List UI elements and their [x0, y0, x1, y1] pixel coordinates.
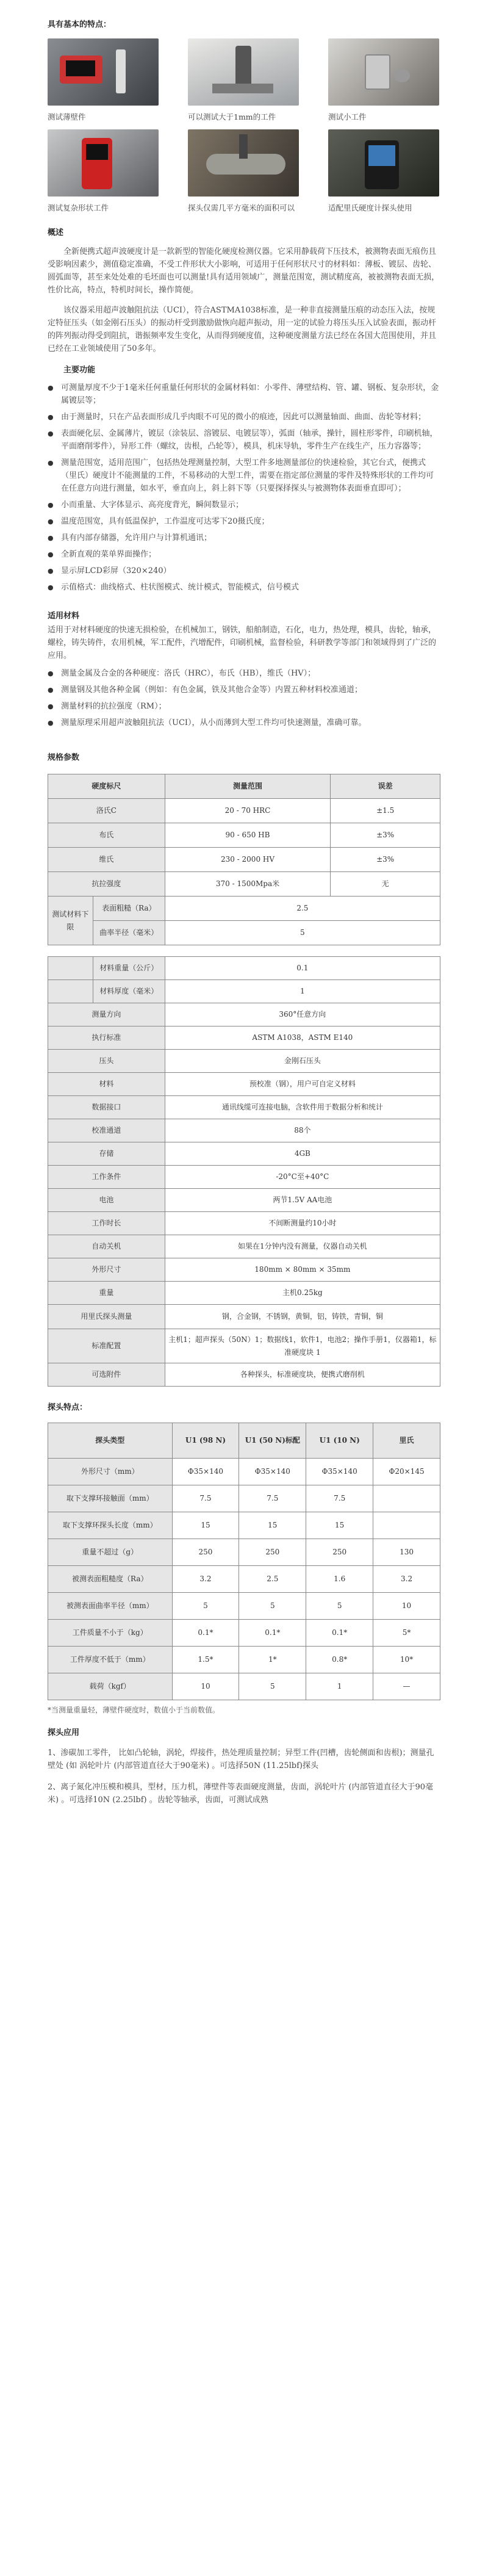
table-cell: Φ35×140: [239, 1459, 306, 1485]
table-row: [48, 1459, 440, 1485]
table-cell: 7.5: [239, 1485, 306, 1512]
durometer-display-icon: [48, 38, 159, 106]
gallery-caption: 适配里氏硬度计探头使用: [328, 203, 412, 212]
device-on-surface-icon: [328, 129, 439, 197]
table-cell: 洛氏C: [48, 799, 165, 823]
table-cell: 工件厚度不低于（mm）: [48, 1647, 173, 1673]
table-cell: 90 - 650 HB: [165, 823, 331, 848]
materials-intro: 适用于对材料硬度的快速无损检验，在机械加工，钢铁，船舶制造，石化，电力，热处理，模具，齿轮，轴承，螺栓，铸失铸件，农用机械，军工配件，汽增配件，印刷机械，监督检验，科研教学等部门和领域得到了广泛的应用。: [48, 626, 437, 660]
table-cell: 被测表面粗糙度（Ra）: [48, 1566, 173, 1593]
handheld-device-icon: [48, 129, 159, 197]
table-row: [48, 872, 440, 897]
table-cell: 130: [373, 1539, 440, 1566]
table-cell: 探头类型: [48, 1423, 173, 1459]
table-cell: 0.8*: [306, 1647, 373, 1673]
materials-title: 适用材料: [48, 612, 80, 621]
table-cell: 自动关机: [48, 1235, 165, 1258]
probe-note: *当测量重量轻，薄壁件硬度时，数值小于当前数值。: [48, 1706, 220, 1714]
table-cell: 5*: [373, 1620, 440, 1647]
table-cell: 主机1；超声探头（50N）1；数据线1，软件1，电池2；操作手册1，仪器箱1，标准硬度块 1: [165, 1329, 440, 1363]
table-cell: 2.5: [165, 897, 440, 921]
table-cell: 可选附件: [48, 1363, 165, 1387]
table-cell: 10*: [373, 1647, 440, 1673]
list-item: 2、离子氮化冲压模和模具，型材，压力机，薄壁件等表面硬度测量，齿面，涡轮叶片 (内部管道直径大于90毫米) 。可选择10N (2.25lbf) 。齿轮等轴承，齿面，可测试成熟: [48, 1783, 434, 1805]
table-cell: 无: [331, 872, 440, 897]
table-cell: 1.6: [306, 1566, 373, 1593]
table-cell: 0.1*: [239, 1620, 306, 1647]
gallery-item: [328, 38, 439, 123]
gallery-item: [188, 129, 299, 214]
table-cell: 预校准（钢），用户可自定义材料: [165, 1073, 440, 1096]
gallery-item: [48, 129, 159, 214]
spec-table: [48, 774, 440, 945]
table-cell: 数据接口: [48, 1096, 165, 1119]
table-cell: 0.1: [165, 957, 440, 980]
list-item: ● 测量金属及合金的各种硬度：洛氏（HRC），布氏（HB），维氏（HV）；: [48, 667, 440, 680]
table-cell: 如果在1分钟内没有测量，仪器自动关机: [165, 1235, 440, 1258]
table-cell: -20°C至+40°C: [165, 1166, 440, 1189]
table-cell: 370 - 1500Mpa米: [165, 872, 331, 897]
table-header-row: [48, 774, 440, 799]
gallery-caption: 测试复杂形状工件: [48, 203, 109, 212]
table-cell: 15: [172, 1512, 239, 1539]
probe-title: 探头特点：: [48, 1403, 88, 1412]
gallery-item: [48, 38, 159, 123]
table-cell: [373, 1485, 440, 1512]
table-cell: 材料厚度（毫米）: [93, 980, 165, 1003]
probe-on-shaft-icon: [188, 129, 299, 197]
gallery-caption: 探头仅需几平方毫米的面积可以: [188, 203, 295, 212]
list-item: ● 小而重量、大字体显示、高亮度背光，瞬间数显示；: [48, 499, 440, 511]
probe-tool-icon: [188, 38, 299, 106]
table-cell: ±3%: [331, 823, 440, 848]
table-cell: 用里氏探头测量: [48, 1305, 165, 1329]
document: [48, 0, 440, 1806]
table-cell: U1 (10 N): [306, 1423, 373, 1459]
list-item: ● 测量范围宽，适用范围广，包括热处理测量控制，大型工件多地测量部位的快速检验，其它台式，便携式（里氏）硬度计不能测量的工件，不易移动的大型工件，需要在指定部位测量的零件及特殊形状的工件均可在任意方向进行测量，如水平，垂直向上，斜上斜下等（只要探择探头与被测物体表面垂直即可）；: [48, 456, 440, 495]
list-item: ● 测量材料的抗拉强度（RM）；: [48, 700, 440, 713]
table-cell: [373, 1512, 440, 1539]
gallery-caption: 可以测试大于1mm的工件: [188, 112, 276, 121]
table-row: [48, 921, 440, 945]
overview-paragraph: 全新便携式超声波硬度计是一款新型的智能化硬度检测仪器。它采用静载荷下压技术，被测物表面无痕伤且受影响因素少，测值稳定准确，不受工件形状大小影响，可适用于任何形状尺寸的材料如：薄板、镀层、齿轮、圆弧面等，甚至来处处难的毛坯面也可以测量!具有适用领域广，测量范围宽，测试精度高，被被测物表面无损，性价比高，特点，特机时间长，操作简便。: [48, 247, 440, 295]
table-cell: 5: [306, 1593, 373, 1620]
list-item: ● 由于测量时，只在产品表面形成几乎肉眼不可见的微小的痕迹，因此可以测量轴面、曲面、齿轮等材料；: [48, 411, 440, 424]
table-cell: 10: [373, 1593, 440, 1620]
list-item: ● 温度范围宽，具有低温保护，工作温度可达零下20摄氏度；: [48, 515, 440, 528]
table-cell: 维氏: [48, 848, 165, 872]
table-cell: 1: [165, 980, 440, 1003]
table-cell: 通讯线缆可连接电脑，含软件用于数据分析和统计: [165, 1096, 440, 1119]
list-item: ● 示值格式：曲线格式、柱状图模式、统计模式，智能模式，信号模式: [48, 581, 440, 594]
probe-table: [48, 1423, 440, 1700]
table-cell: 360°任意方向: [165, 1003, 440, 1026]
table-cell: 里氏: [373, 1423, 440, 1459]
table-cell: U1 (50 N)标配: [239, 1423, 306, 1459]
table-cell: U1 (98 N): [172, 1423, 239, 1459]
table-row: [48, 799, 440, 823]
table-cell: Φ20×145: [373, 1459, 440, 1485]
column-header: 硬度标尺: [48, 774, 165, 799]
table-cell: 4GB: [165, 1142, 440, 1166]
table-cell: 不间断测量约10小时: [165, 1212, 440, 1235]
overview-paragraph: 该仪器采用超声波触阻抗法（UCI），符合ASTMA1038标准，是一种非直接测量压痕的动态压入法，按规定特征压头（如金刚石压头）的振动杆受到激励做恢向超声振动，用一定的试验力将压头压入试验表面，振动杆的阵列振动得受到阻抗，谐振频率发生变化，从而得到硬度值，这种硬度测量方法已经在各国大范围使用，并且已经在工业领域使用了50多年。: [48, 306, 437, 353]
list-item: ● 可测量厚度不少于1毫米任何重量任何形状的金属材料如：小零件、薄壁结构、管、罐、钢板、复杂形状，金属镀层等；: [48, 381, 440, 407]
materials-list: [48, 667, 440, 729]
spec-title: 规格参数: [48, 753, 80, 762]
table-cell: —: [373, 1673, 440, 1700]
table-header-row: [48, 1423, 440, 1459]
functions-title: 主要功能: [63, 366, 96, 375]
table-cell: 执行标准: [48, 1026, 165, 1050]
list-item: 1、渗碳加工零件， 比如凸轮轴，涡轮，焊接件，热处理质量控制；异型工件(凹槽，齿轮侧面和齿根)；测量孔壁处 (如 涡轮叶片 (内部管道直径大于90毫米) 。可选择50N (11.25lbf)探头: [48, 1748, 434, 1770]
gallery-item: [188, 38, 299, 123]
table-cell: Φ35×140: [306, 1459, 373, 1485]
table-cell: 5: [239, 1673, 306, 1700]
table-cell: 存储: [48, 1142, 165, 1166]
table-cell: 5: [165, 921, 440, 945]
table-row: [48, 1593, 440, 1620]
table-cell: 主机0.25kg: [165, 1282, 440, 1305]
table-cell: 250: [239, 1539, 306, 1566]
table-cell: 0.1*: [306, 1620, 373, 1647]
list-item: ● 具有内部存储器，允许用户与计算机通讯；: [48, 532, 440, 544]
table-cell: 布氏: [48, 823, 165, 848]
table-cell: 15: [306, 1512, 373, 1539]
table-cell: 曲率半径（毫米）: [93, 921, 165, 945]
table-cell: 0.1*: [172, 1620, 239, 1647]
table-cell: 5: [172, 1593, 239, 1620]
table-row: [48, 980, 440, 1003]
table-cell: 钢，合金钢，不锈钢，黄铜，铝，铸铁，青铜，铜: [165, 1305, 440, 1329]
spec-table-continued: [48, 956, 440, 1387]
apps-list: [48, 1747, 440, 1806]
table-cell: 被测表面曲率半径（mm）: [48, 1593, 173, 1620]
table-cell: 2.5: [239, 1566, 306, 1593]
table-cell: 重量: [48, 1282, 165, 1305]
table-cell: 外形尺寸: [48, 1258, 165, 1282]
table-cell: 1: [306, 1673, 373, 1700]
features-title: 具有基本的特点：: [48, 20, 112, 29]
table-row: [48, 1512, 440, 1539]
table-cell: ±1.5: [331, 799, 440, 823]
table-cell: 1*: [239, 1647, 306, 1673]
table-cell: 载荷（kgf）: [48, 1673, 173, 1700]
table-row: [48, 1647, 440, 1673]
table-cell: 5: [239, 1593, 306, 1620]
table-cell: 抗拉强度: [48, 872, 165, 897]
table-cell: 工作时长: [48, 1212, 165, 1235]
table-cell: 1.5*: [172, 1647, 239, 1673]
list-item: ● 全新直观的菜单界面操作；: [48, 548, 440, 561]
table-cell: 标准配置: [48, 1329, 165, 1363]
table-cell: 外形尺寸（mm）: [48, 1459, 173, 1485]
table-cell: 20 - 70 HRC: [165, 799, 331, 823]
table-row: [48, 1673, 440, 1700]
overview-title: 概述: [48, 228, 64, 237]
table-row: [48, 957, 440, 980]
feature-gallery: [48, 38, 440, 214]
table-cell: 材料重量（公斤）: [93, 957, 165, 980]
small-part-icon: [328, 38, 439, 106]
table-row: [48, 897, 440, 921]
table-cell: 7.5: [172, 1485, 239, 1512]
table-cell: 金刚石压头: [165, 1050, 440, 1073]
table-cell: ±3%: [331, 848, 440, 872]
list-item: ● 测量钢及其他各种金属（例如：有色金属，铁及其他合金等）内置五种材料校准通道；: [48, 684, 440, 696]
column-header: 误差: [331, 774, 440, 799]
table-cell: 测量方向: [48, 1003, 165, 1026]
gallery-item: [328, 129, 439, 214]
table-row: [48, 1539, 440, 1566]
table-cell: 250: [172, 1539, 239, 1566]
list-item: ● 显示屏LCD彩屏（320×240）: [48, 565, 440, 577]
table-cell: 电池: [48, 1189, 165, 1212]
apps-title: 探头应用: [48, 1728, 80, 1737]
table-cell: [48, 957, 93, 980]
table-row: [48, 848, 440, 872]
table-cell: 取下支撑环接触面（mm）: [48, 1485, 173, 1512]
table-cell: 表面粗糙（Ra）: [93, 897, 165, 921]
table-cell: 两节1.5V AA电池: [165, 1189, 440, 1212]
column-header: 测量范围: [165, 774, 331, 799]
table-row: [48, 1485, 440, 1512]
table-cell: ASTM A1038，ASTM E140: [165, 1026, 440, 1050]
table-cell: 180mm × 80mm × 35mm: [165, 1258, 440, 1282]
table-cell: 材料: [48, 1073, 165, 1096]
table-cell: 3.2: [172, 1566, 239, 1593]
table-cell: 15: [239, 1512, 306, 1539]
table-cell: 工作条件: [48, 1166, 165, 1189]
table-cell: 校准通道: [48, 1119, 165, 1142]
table-row: [48, 823, 440, 848]
table-cell: Φ35×140: [172, 1459, 239, 1485]
table-cell: 3.2: [373, 1566, 440, 1593]
table-row: [48, 1620, 440, 1647]
gallery-caption: 测试薄壁件: [48, 112, 86, 121]
table-row: [48, 1566, 440, 1593]
list-item: ● 测量原理采用超声波触阻抗法（UCI），从小而薄到大型工件均可快速测量，准确可靠。: [48, 716, 440, 729]
table-cell: 88个: [165, 1119, 440, 1142]
table-cell: 各种探头，标准硬度块，便携式磨削机: [165, 1363, 440, 1387]
table-cell: 10: [172, 1673, 239, 1700]
table-cell: [48, 980, 93, 1003]
functions-list: [48, 381, 440, 594]
table-cell: 7.5: [306, 1485, 373, 1512]
gallery-caption: 测试小工件: [328, 112, 367, 121]
table-cell: 工件质量不小于（kg）: [48, 1620, 173, 1647]
table-cell: 压头: [48, 1050, 165, 1073]
table-cell: 230 - 2000 HV: [165, 848, 331, 872]
table-cell: 250: [306, 1539, 373, 1566]
table-cell: 重量不超过（g）: [48, 1539, 173, 1566]
list-item: ● 表面硬化层、金属薄片，镀层（涂装层、溶镀层、电镀层等），弧面（轴承，操针，圆柱形零件，印刷机轴，平面磨削零件），异形工件（螺纹，齿根，凸轮等），模具，机床导轨，零件生产在线生产，压力容器等；: [48, 427, 440, 453]
table-cell: 取下支撑环探头长度（mm）: [48, 1512, 173, 1539]
test-material-label: 测试材料下限: [48, 897, 93, 945]
